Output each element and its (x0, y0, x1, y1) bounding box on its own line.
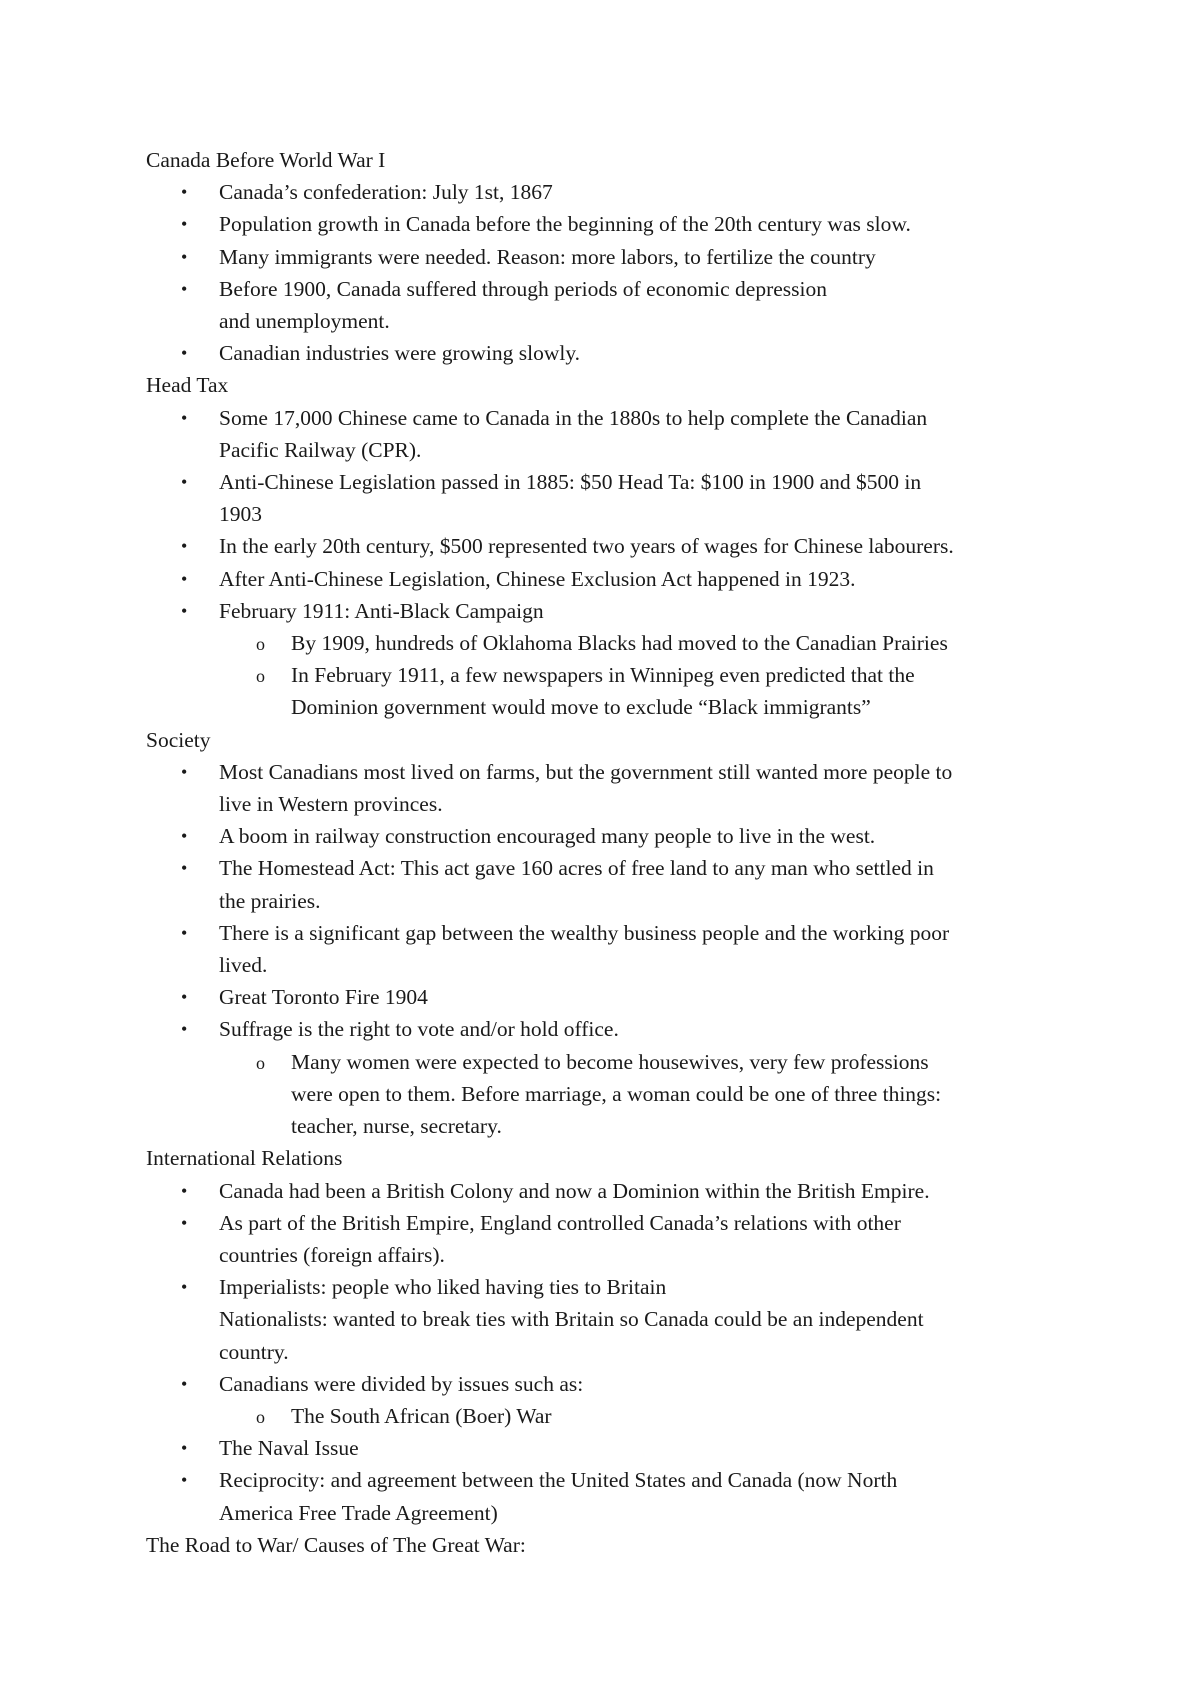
bullet-icon: • (181, 568, 188, 589)
list-item-continuation: the prairies. (219, 888, 321, 913)
bullet-icon: • (181, 826, 188, 847)
bullet-icon: • (181, 343, 188, 364)
sub-list-item-continuation: teacher, nurse, secretary. (291, 1114, 502, 1139)
list-item: • Canadian industries were growing slowly. (219, 337, 1066, 369)
list-item-continuation: 1903 (219, 502, 262, 527)
bullet-icon: • (181, 1438, 188, 1459)
bullet-icon: • (181, 987, 188, 1008)
bullet-icon: • (181, 600, 188, 621)
sub-bullet-icon: o (256, 1406, 265, 1427)
list-item: • Most Canadians most lived on farms, but the government still wanted more people to (219, 756, 1066, 788)
list-item-continuation: country. (219, 1339, 289, 1364)
list-item: • After Anti-Chinese Legislation, Chinese Exclusion Act happened in 1923. (219, 563, 1066, 595)
bullet-icon: • (181, 182, 188, 203)
section-heading: Society (146, 727, 211, 752)
sub-list-item-continuation: Dominion government would move to exclude “Black immigrants” (291, 695, 871, 720)
section-heading: The Road to War/ Causes of The Great War: (146, 1532, 526, 1557)
list-item: • The Homestead Act: This act gave 160 acres of free land to any man who settled in (219, 852, 1066, 884)
sub-list-item: o By 1909, hundreds of Oklahoma Blacks had moved to the Canadian Prairies (291, 627, 1066, 659)
sub-list-item: o The South African (Boer) War (291, 1400, 1066, 1432)
list-item-continuation: and unemployment. (219, 309, 390, 334)
bullet-icon: • (181, 761, 188, 782)
list-item: • Canada’s confederation: July 1st, 1867 (219, 176, 1066, 208)
section-heading: International Relations (146, 1146, 343, 1171)
bullet-icon: • (181, 1277, 188, 1298)
list-item-continuation: America Free Trade Agreement) (219, 1500, 498, 1525)
bullet-icon: • (181, 472, 188, 493)
bullet-icon: • (181, 1470, 188, 1491)
bullet-icon: • (181, 922, 188, 943)
list-item: • There is a significant gap between the wealthy business people and the working poor (219, 917, 1066, 949)
sub-list-item: o Many women were expected to become housewives, very few professions (291, 1046, 1066, 1078)
sub-bullet-icon: o (256, 1052, 265, 1073)
list-item: • Canada had been a British Colony and now a Dominion within the British Empire. (219, 1175, 1066, 1207)
list-item: • As part of the British Empire, England controlled Canada’s relations with other (219, 1207, 1066, 1239)
list-item-continuation: countries (foreign affairs). (219, 1242, 445, 1267)
bullet-icon: • (181, 214, 188, 235)
bullet-icon: • (181, 407, 188, 428)
section-heading: Head Tax (146, 373, 229, 398)
list-item: • Many immigrants were needed. Reason: more labors, to fertilize the country (219, 241, 1066, 273)
bullet-icon: • (181, 1373, 188, 1394)
bullet-icon: • (181, 1180, 188, 1201)
list-item-continuation: Nationalists: wanted to break ties with Britain so Canada could be an independent (219, 1307, 924, 1332)
list-item-continuation: lived. (219, 953, 268, 978)
list-item: • Reciprocity: and agreement between the United States and Canada (now North (219, 1464, 1066, 1496)
sub-list-item: o In February 1911, a few newspapers in Winnipeg even predicted that the (291, 659, 1066, 691)
sub-bullet-icon: o (256, 634, 265, 655)
list-item: • The Naval Issue (219, 1432, 1066, 1464)
sub-bullet-icon: o (256, 666, 265, 687)
sub-list-item-continuation: were open to them. Before marriage, a woman could be one of three things: (291, 1081, 942, 1106)
list-item-continuation: Pacific Railway (CPR). (219, 437, 422, 462)
list-item: • Great Toronto Fire 1904 (219, 981, 1066, 1013)
list-item: • Suffrage is the right to vote and/or hold office. (219, 1013, 1066, 1045)
bullet-icon: • (181, 278, 188, 299)
list-item: • In the early 20th century, $500 represented two years of wages for Chinese labourers. (219, 530, 1066, 562)
bullet-icon: • (181, 536, 188, 557)
list-item: • Anti-Chinese Legislation passed in 1885: $50 Head Ta: $100 in 1900 and $500 in (219, 466, 1066, 498)
bullet-icon: • (181, 858, 188, 879)
list-item: • Imperialists: people who liked having ties to Britain (219, 1271, 1066, 1303)
list-item-continuation: live in Western provinces. (219, 792, 443, 817)
bullet-icon: • (181, 246, 188, 267)
list-item: • Population growth in Canada before the beginning of the 20th century was slow. (219, 208, 1066, 240)
list-item: • Canadians were divided by issues such as: (219, 1368, 1066, 1400)
list-item: • A boom in railway construction encouraged many people to live in the west. (219, 820, 1066, 852)
document-body (146, 144, 1066, 1561)
bullet-icon: • (181, 1212, 188, 1233)
bullet-icon: • (181, 1019, 188, 1040)
list-item: • Before 1900, Canada suffered through periods of economic depression (219, 273, 1066, 305)
section-heading: Canada Before World War I (146, 148, 386, 172)
list-item: • Some 17,000 Chinese came to Canada in the 1880s to help complete the Canadian (219, 402, 1066, 434)
list-item: • February 1911: Anti-Black Campaign (219, 595, 1066, 627)
